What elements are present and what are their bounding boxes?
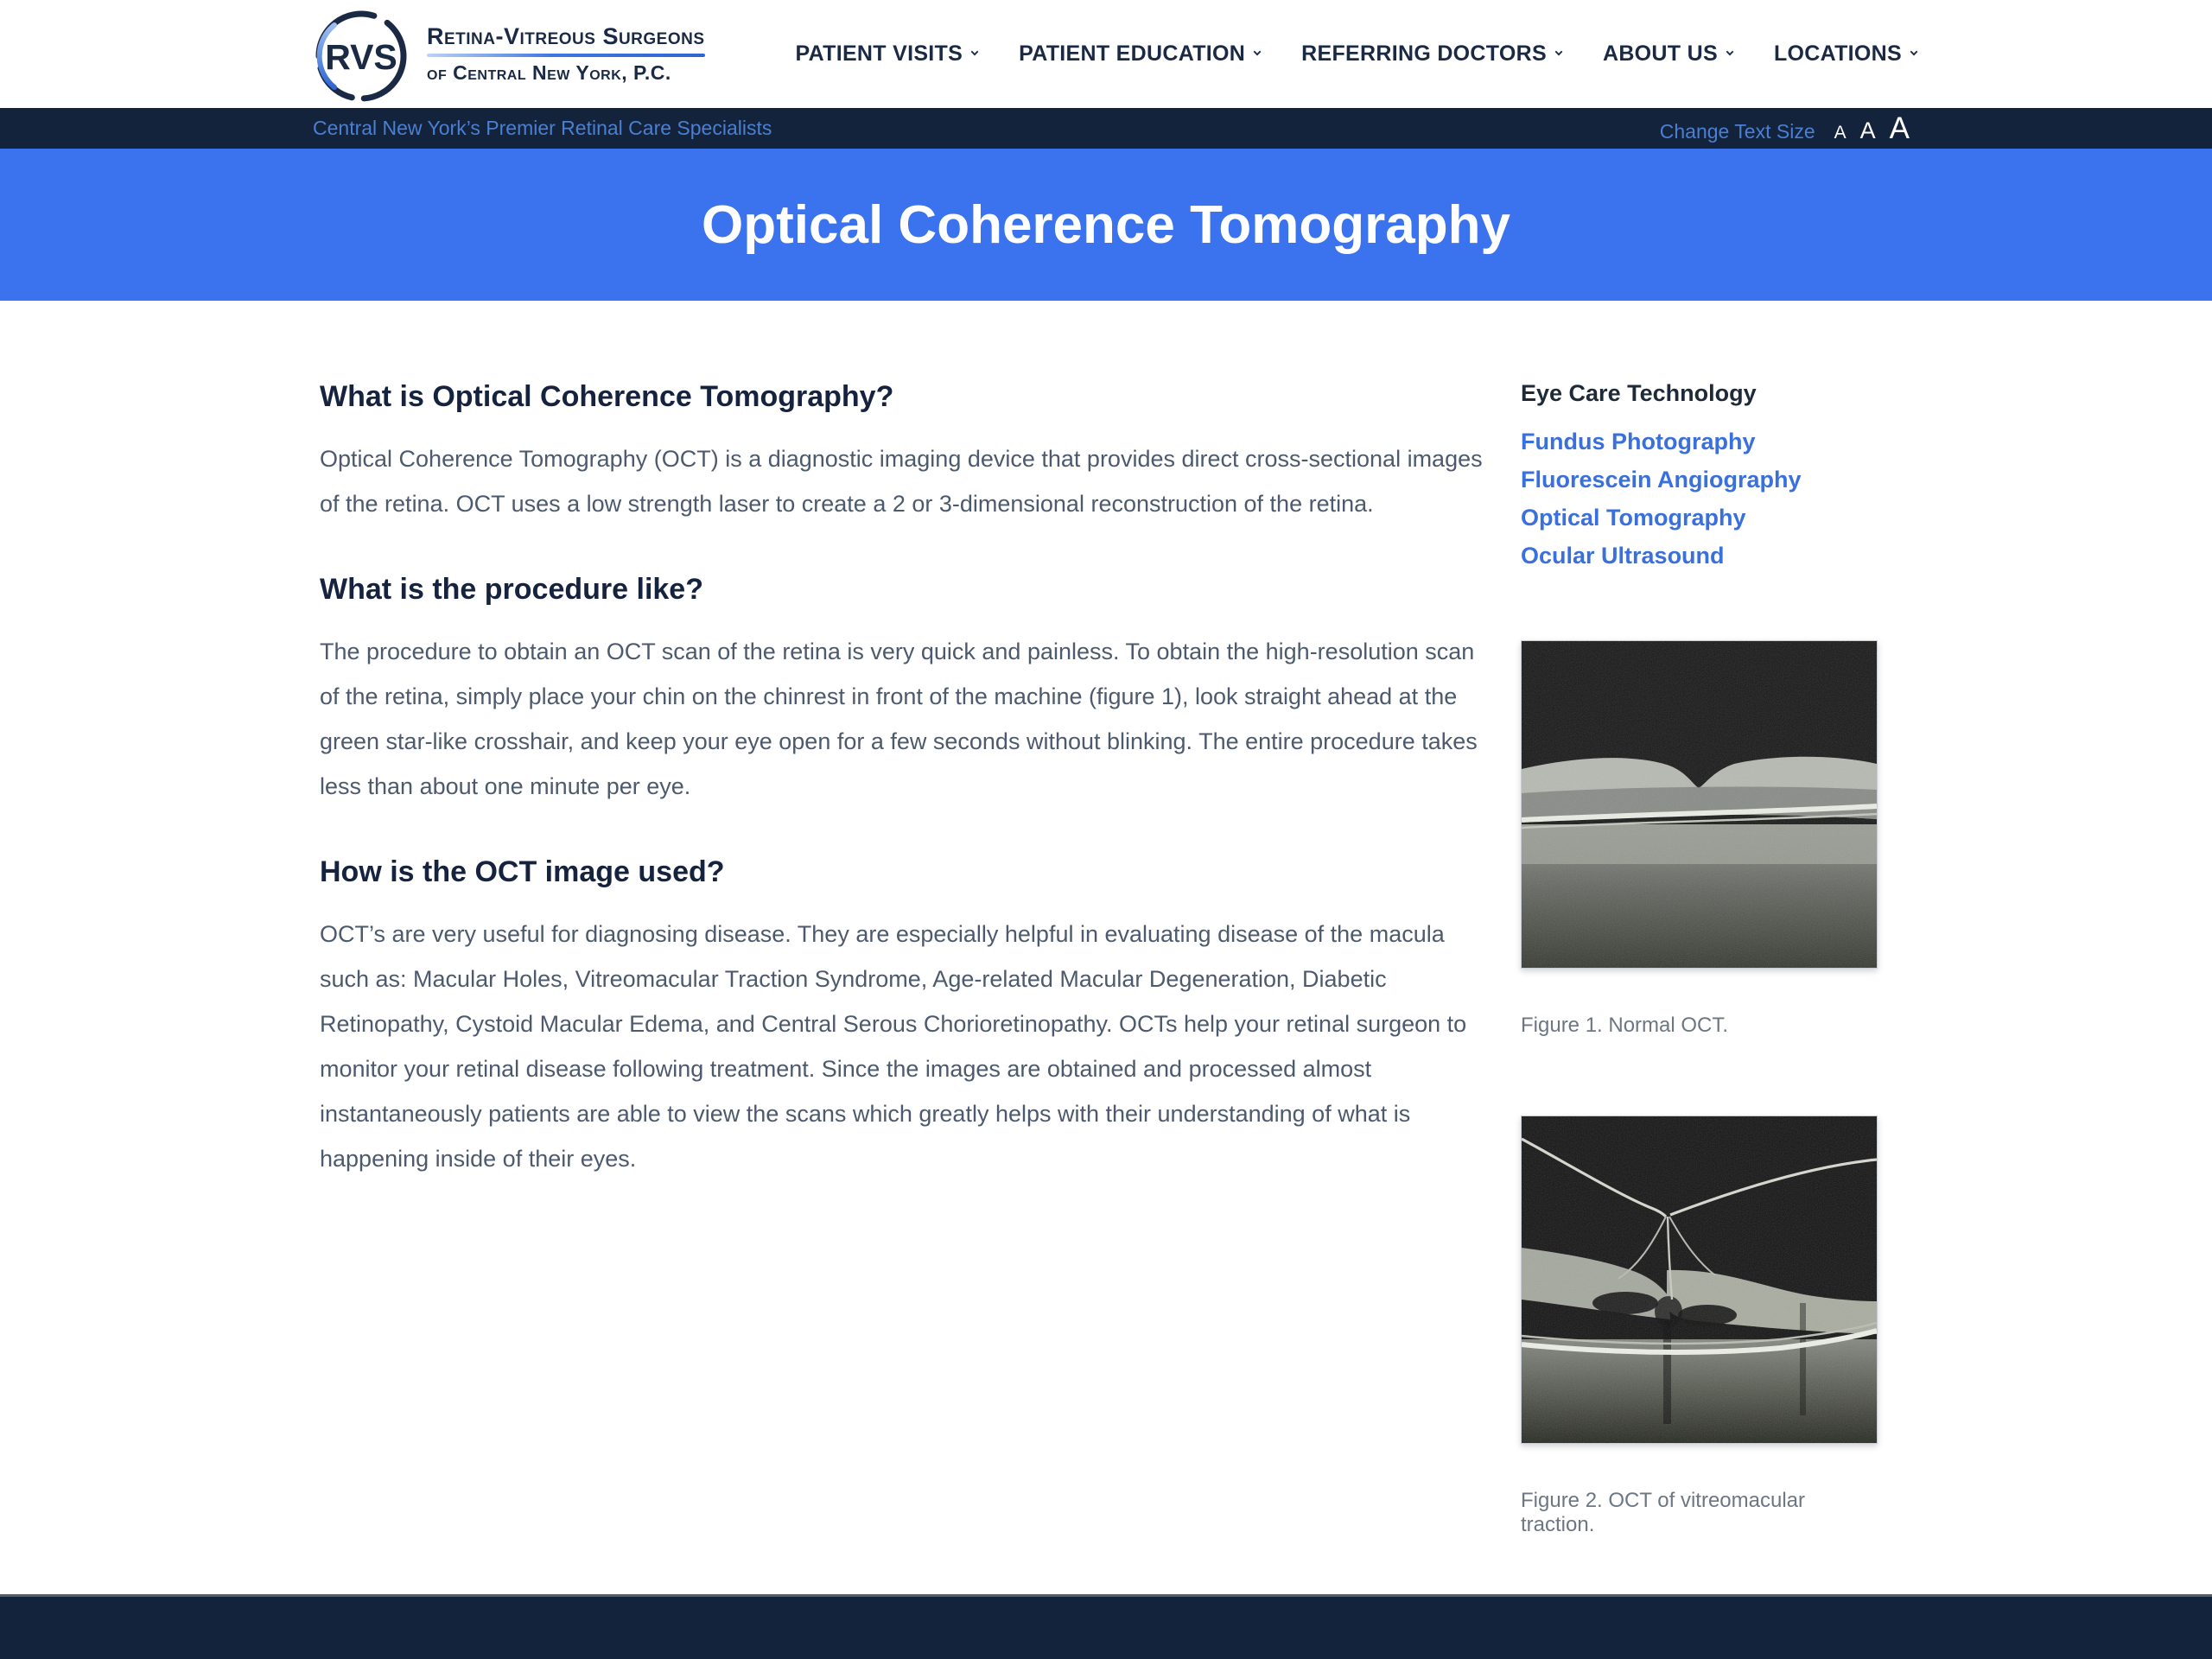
change-text-size-label[interactable]: Change Text Size <box>1659 120 1815 143</box>
chevron-down-icon <box>1254 48 1262 55</box>
section-body: Optical Coherence Tomography (OCT) is a diagnostic imaging device that provides direct cross-sectional images of the retina. OCT uses a low strength laser to create a 2 or 3-dimensional reconstruction of the retina. <box>320 446 1483 517</box>
section-heading: What is the procedure like? <box>320 573 703 606</box>
figure-1-caption: Figure 1. Normal OCT. <box>1521 1014 1729 1037</box>
nav-label: PATIENT VISITS <box>795 41 963 66</box>
nav-label: REFERRING DOCTORS <box>1301 41 1547 66</box>
hero-banner <box>0 149 2212 301</box>
section-image-used <box>320 855 1495 1181</box>
section-heading: What is Optical Coherence Tomography? <box>320 380 894 413</box>
chevron-down-icon <box>1910 48 1918 55</box>
nav-item-patient-visits[interactable] <box>796 41 980 67</box>
page-title: Optical Coherence Tomography <box>702 194 1510 255</box>
sidebar-link-fluorescein-angiography[interactable]: Fluorescein Angiography <box>1521 467 1802 493</box>
section-heading: How is the OCT image used? <box>320 855 725 888</box>
text-size-medium-button[interactable]: A <box>1859 118 1876 143</box>
site-footer <box>0 1594 2212 1659</box>
nav-label: ABOUT US <box>1602 41 1718 66</box>
site-header <box>0 0 2212 108</box>
sidebar-link-ocular-ultrasound[interactable]: Ocular Ultrasound <box>1521 543 1725 569</box>
rvs-logo-circle-icon <box>313 8 410 105</box>
sidebar-link-optical-tomography[interactable]: Optical Tomography <box>1521 505 1746 531</box>
tagline: Central New York’s Premier Retinal Care Specialists <box>313 117 772 139</box>
section-procedure <box>320 573 1495 809</box>
nav-item-locations[interactable] <box>1774 41 1918 67</box>
logo-line2: of Central New York, P.C. <box>427 61 671 84</box>
svg-text:RVS: RVS <box>325 36 397 77</box>
main-nav <box>796 41 1918 67</box>
figure-2 <box>1521 1116 1866 1537</box>
text-size-controls <box>1660 113 1910 143</box>
chevron-down-icon <box>1726 48 1734 55</box>
sidebar-link-fundus-photography[interactable]: Fundus Photography <box>1521 429 1756 454</box>
text-size-large-button[interactable]: A <box>1889 111 1910 145</box>
site-logo[interactable] <box>313 4 705 105</box>
logo-line1: Retina-Vitreous Surgeons <box>427 23 705 49</box>
sidebar <box>1521 380 1866 1594</box>
nav-item-about-us[interactable] <box>1603 41 1734 67</box>
chevron-down-icon <box>971 48 979 55</box>
vitreomacular-traction-oct-scan-image <box>1521 1116 1878 1444</box>
utility-bar <box>0 108 2212 149</box>
section-what-is-oct <box>320 380 1495 526</box>
section-body: OCT’s are very useful for diagnosing disease. They are especially helpful in evaluating disease of the macula such as: Macular Holes, Vitreomacular Traction Syndrome, Age-related Macular Degeneration, Diabetic Retinopathy, Cystoid Macular Edema, and Central Serous Chorioretinopathy. OCTs help your retinal surgeon to monitor your retinal disease following treatment. Since the images are obtained and processed almost instantaneously patients are able to view the scans which greatly helps with their understanding of what is happening inside of their eyes. <box>320 921 1467 1172</box>
section-body: The procedure to obtain an OCT scan of the retina is very quick and painless. To obtain the high-resolution scan of the retina, simply place your chin on the chinrest in front of the machine (figure 1), look straight ahead at the green star-like crosshair, and keep your eye open for a few seconds without blinking. The entire procedure takes less than about one minute per eye. <box>320 639 1478 799</box>
figure-1 <box>1521 640 1866 1038</box>
sidebar-heading: Eye Care Technology <box>1521 380 1757 406</box>
chevron-down-icon <box>1555 48 1563 55</box>
logo-text <box>427 23 705 85</box>
logo-divider <box>427 54 705 57</box>
article-column <box>320 380 1521 1594</box>
nav-label: LOCATIONS <box>1773 41 1902 66</box>
figure-2-caption: Figure 2. OCT of vitreomacular traction. <box>1521 1489 1806 1536</box>
nav-item-referring-doctors[interactable] <box>1301 41 1563 67</box>
nav-item-patient-education[interactable] <box>1019 41 1262 67</box>
main-content <box>320 301 1892 1594</box>
normal-oct-scan-image <box>1521 640 1878 969</box>
nav-label: PATIENT EDUCATION <box>1019 41 1246 66</box>
text-size-small-button[interactable]: A <box>1834 123 1847 143</box>
